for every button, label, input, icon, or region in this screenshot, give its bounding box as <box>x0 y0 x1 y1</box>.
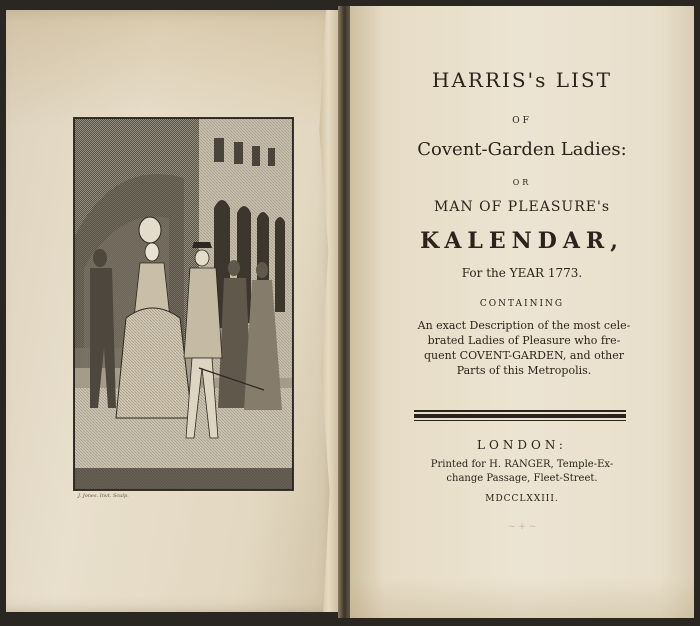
engraver-credit: J. Jones. Invt. Sculp. <box>78 493 129 499</box>
double-rule <box>414 420 626 421</box>
title-line-man-of-pleasure: MAN OF PLEASURE's <box>433 199 611 215</box>
title-line-containing: CONTAINING <box>479 299 565 309</box>
title-line-of: OF <box>512 116 532 126</box>
faint-ink-mark: ~ + ~ <box>507 522 537 532</box>
place-of-publication: LONDON: <box>477 438 567 452</box>
title-line-harris-list: HARRIS's LIST <box>432 68 612 92</box>
description-paragraph <box>408 318 640 378</box>
imprint-line: Printed for H. RANGER, Temple-Ex- <box>430 459 614 470</box>
title-line-or: OR <box>512 178 532 187</box>
imprint-line: change Passage, Fleet-Street. <box>446 473 598 484</box>
description-line: brated Ladies of Pleasure who fre- <box>427 334 621 347</box>
title-line-year: For the YEAR 1773. <box>461 266 583 280</box>
publication-date: MDCCLXXIII. <box>485 494 559 504</box>
description-line: Parts of this Metropolis. <box>456 364 592 377</box>
imprint <box>390 458 654 486</box>
title-line-kalendar: KALENDAR, <box>420 228 624 254</box>
description-line: quent COVENT-GARDEN, and other <box>424 349 624 362</box>
double-rule <box>414 410 626 412</box>
frontispiece-engraving <box>73 117 294 491</box>
double-rule <box>414 414 626 418</box>
title-line-covent-garden: Covent-Garden Ladies: <box>417 139 627 160</box>
description-line: An exact Description of the most cele- <box>417 319 631 332</box>
title-page <box>350 6 694 618</box>
